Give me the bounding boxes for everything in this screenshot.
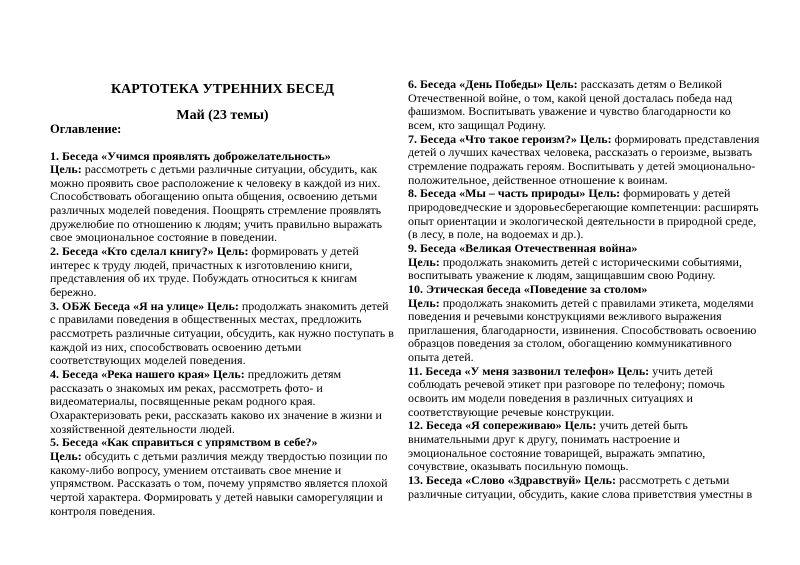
topic-item bbox=[408, 365, 760, 420]
goal-label: Цель: bbox=[588, 186, 621, 201]
topic-item bbox=[408, 187, 760, 242]
goal-label: Цель: bbox=[579, 131, 612, 146]
goal-text: учить детей соблюдать речевой этикет при разговоре по телефону; помочь освоить им модели поведения в различных ситуациях и соответствующие речевые конструкции. bbox=[408, 363, 725, 419]
right-column bbox=[408, 78, 760, 518]
topic-title: 5. Беседа «Как справиться с упрямством в себе?» bbox=[50, 435, 318, 450]
goal-text: формировать у детей природоведческие и здоровьесберегающие компетенции: расширять опыт ориентации и экологической деятельности в природной среде, (в лесу, в поле, на водоемах и др.). bbox=[408, 186, 759, 242]
goal-text: рассмотреть с детьми различные ситуации, обсудить, как можно проявить свое расположение к человеку в каждой из них. Способствовать обогащению опыта общения, освоению детьми различных моделей поведения. Поощрять стремление проявлять дружелюбие по отношению к людям; учить правильно выражать свое эмоциональное состояние в поведении. bbox=[50, 162, 383, 245]
topic-title: 6. Беседа «День Победы» bbox=[408, 77, 543, 91]
goal-label: Цель: bbox=[50, 448, 82, 463]
topic-list-right bbox=[408, 78, 760, 501]
goal-label: Цель: bbox=[207, 298, 239, 313]
topic-item bbox=[408, 242, 760, 283]
goal-text: формировать представления детей о лучших качествах человека, рассказать о героизме, вызвать стремление подражать героям. Воспитывать у детей эмоционально-положительное, действенное отношение к воинам. bbox=[408, 131, 760, 187]
topic-item bbox=[50, 436, 395, 518]
topic-title: 4. Беседа «Река нашего края» bbox=[50, 367, 210, 381]
goal-text: рассказать детям о Великой Отечественной войне, о том, какой ценой досталась победа над фашизмом. Воспитывать уважение и чувство благодарности ко всем, кто защищал Родину. bbox=[408, 77, 733, 132]
goal-label: Цель: bbox=[584, 473, 616, 488]
goal-text: продолжать знакомить детей с историческими событиями, воспитывать уважение к людям, защищавшим свою Родину. bbox=[408, 254, 742, 283]
goal-text: продолжать знакомить детей с правилами поведения в общественных местах, предложить рассмотреть различные ситуации, обсудить, как нужно поступать в каждой из них, способствовать освоению детьми соответствующих моделей поведения. bbox=[50, 298, 394, 368]
topic-item bbox=[408, 474, 760, 501]
topic-item bbox=[408, 133, 760, 188]
topic-item bbox=[50, 300, 395, 368]
goal-text: учить детей быть внимательными друг к другу, понимать настроение и эмоциональное состояние товарищей, выражать эмпатию, сочувствие, оказывать посильную помощь. bbox=[408, 418, 706, 474]
goal-label: Цель: bbox=[408, 295, 440, 310]
topic-title: 12. Беседа «Я сопереживаю» bbox=[408, 418, 562, 433]
topic-item bbox=[408, 283, 760, 365]
topic-list-left bbox=[50, 150, 395, 519]
goal-text: рассмотреть с детьми различные ситуации, обсудить, какие слова приветствия уместны в bbox=[408, 473, 753, 501]
topic-title: 3. ОБЖ Беседа «Я на улице» bbox=[50, 298, 205, 313]
goal-label: Цель: bbox=[212, 367, 245, 381]
left-column bbox=[50, 78, 395, 518]
topic-item bbox=[50, 245, 395, 300]
topic-title: 11. Беседа «У меня зазвонил телефон» bbox=[408, 363, 615, 378]
topic-title: 9. Беседа «Великая Отечественная война» bbox=[408, 240, 638, 255]
topic-title: 13. Беседа «Слово «Здравствуй» bbox=[408, 473, 582, 488]
topic-title: 1. Беседа «Учимся проявлять доброжелательность» bbox=[50, 148, 331, 163]
goal-text: обсудить с детьми различия между твердостью позиции по какому-либо вопросу, умением отстаивать свое мнение и упрямством. Рассказать о том, почему упрямство является плохой чертой характера. Формировать у детей навыки саморегуляции и контроля поведения. bbox=[50, 448, 388, 518]
topic-title: 10. Этическая беседа «Поведение за столом» bbox=[408, 281, 648, 296]
goal-text: продолжать знакомить детей с правилами этикета, моделями поведения и речевыми конструкциями вежливого выражения приглашения, благодарности, извинения. Способствовать освоению образцов поведения за столом, обогащению коммуникативного опыта детей. bbox=[408, 295, 757, 365]
topic-item bbox=[50, 150, 395, 246]
page-title: КАРТОТЕКА УТРЕННИХ БЕСЕД bbox=[111, 82, 334, 97]
goal-text: формировать у детей интерес к труду людей, причастных к изготовлению книги, представления об их труде. Побуждать относиться к книгам бережно. bbox=[50, 244, 359, 300]
topic-item bbox=[408, 78, 760, 133]
goal-label: Цель: bbox=[408, 254, 440, 269]
topic-title: 7. Беседа «Что такое героизм?» bbox=[408, 131, 577, 146]
goal-label: Цель: bbox=[564, 418, 597, 433]
topic-item bbox=[408, 419, 760, 474]
goal-label: Цель: bbox=[50, 162, 82, 177]
goal-label: Цель: bbox=[216, 244, 249, 259]
topic-title: 2. Беседа «Кто сделал книгу?» bbox=[50, 244, 214, 259]
goal-label: Цель: bbox=[545, 77, 578, 91]
topic-title: 8. Беседа «Мы – часть природы» bbox=[408, 186, 586, 201]
page-subtitle: Май (23 темы) bbox=[176, 108, 269, 123]
goal-label: Цель: bbox=[617, 363, 650, 378]
goal-text: предложить детям рассказать о знакомых им реках, рассмотреть фото- и видеоматериалы, посвященные рекам родного края. Охарактеризовать реки, рассказать каково их значение в жизни и хозяйственной деятельности людей. bbox=[50, 367, 382, 436]
toc-label: Оглавление: bbox=[50, 122, 122, 136]
topic-item bbox=[50, 368, 395, 436]
